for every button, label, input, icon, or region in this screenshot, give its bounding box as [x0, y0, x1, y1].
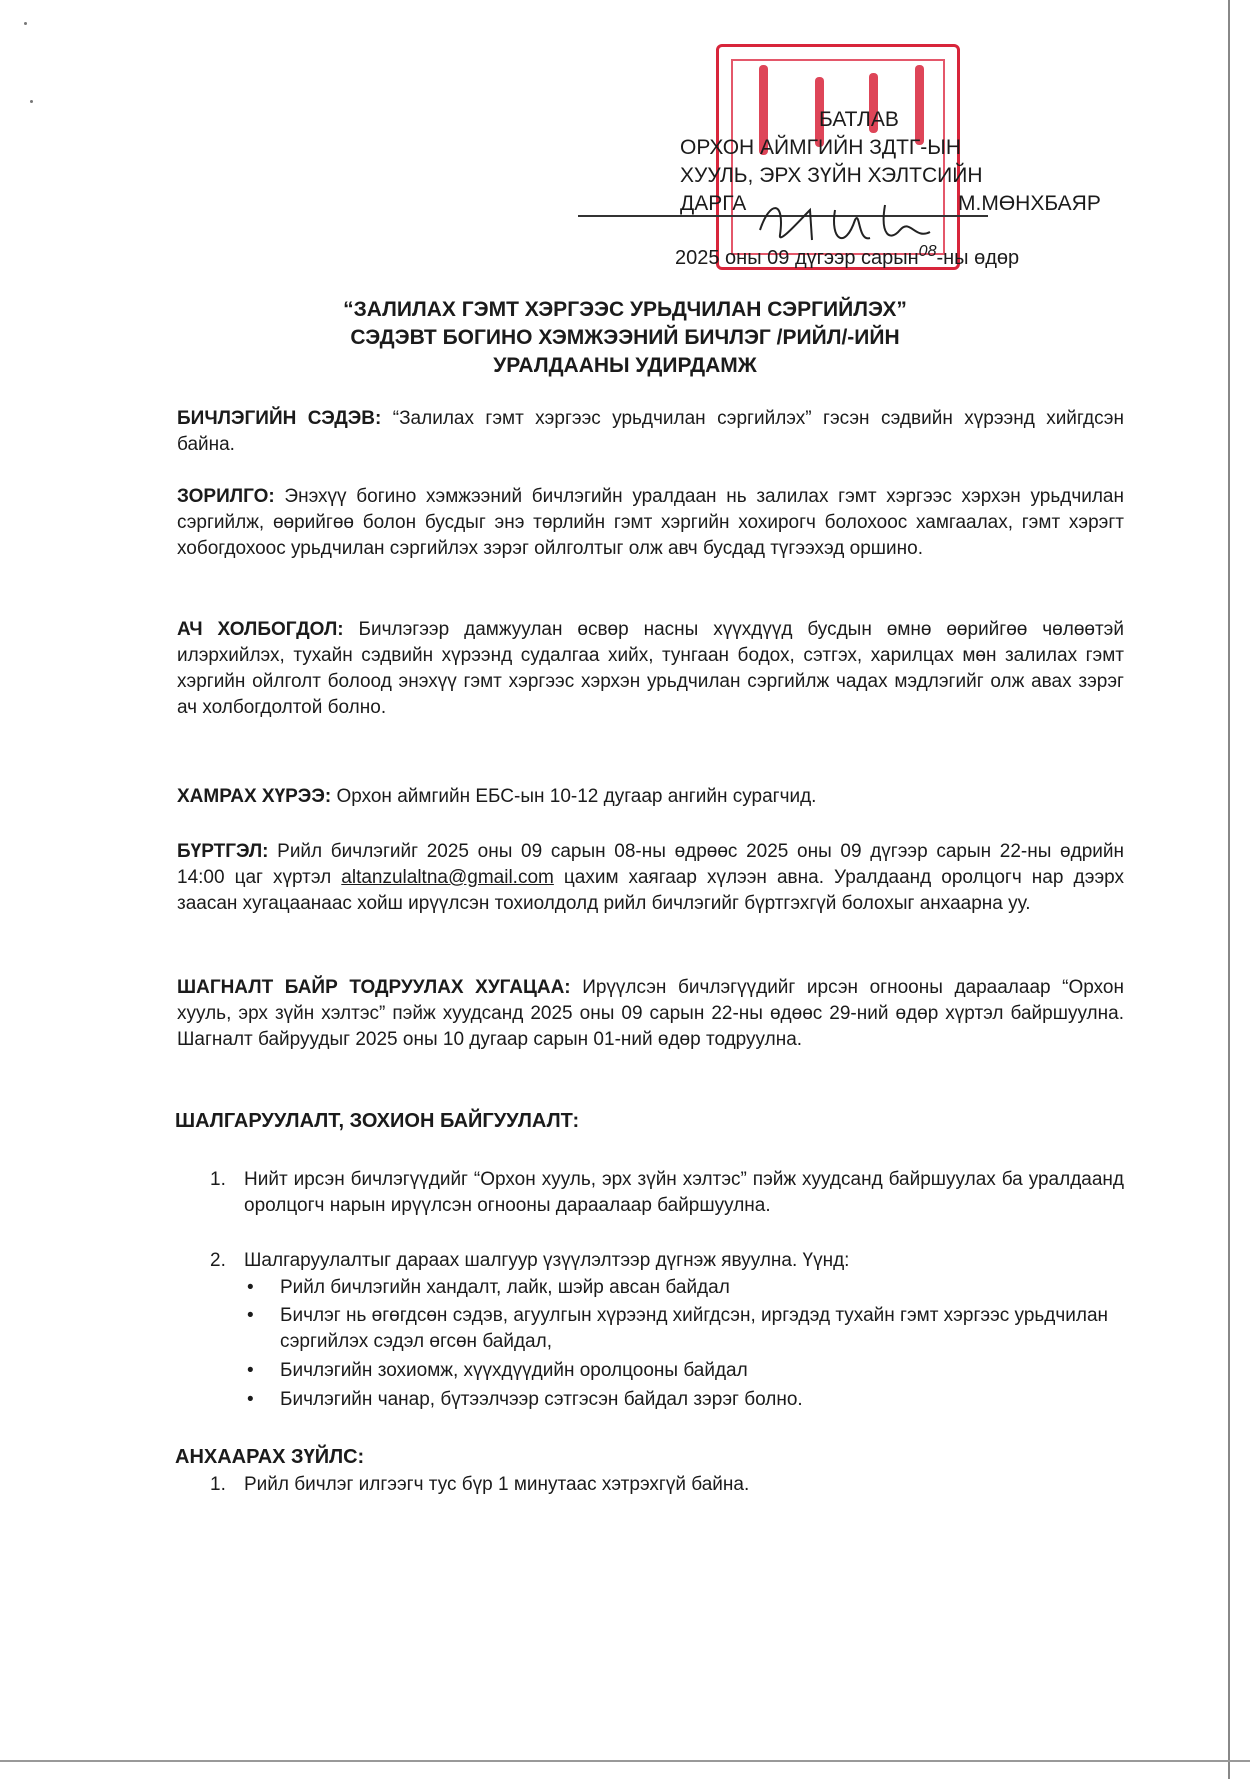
- section-award-timing-label: ШАГНАЛТ БАЙР ТОДРУУЛАХ ХУГАЦАА:: [177, 977, 571, 998]
- criteria-bullet: [247, 1303, 1124, 1355]
- approval-position: ДАРГА: [680, 192, 747, 215]
- criteria-bullet: [247, 1275, 1124, 1301]
- approval-date: [675, 244, 1019, 274]
- notes-heading: АНХААРАХ ЗҮЙЛС:: [175, 1446, 365, 1468]
- approval-title: БАТЛАВ: [819, 108, 899, 131]
- document-title-line-3: УРАЛДААНЫ УДИРДАМЖ: [493, 354, 757, 377]
- approval-date-suffix: -ны өдөр: [936, 247, 1020, 269]
- criteria-bullet-text: Бичлэгийн чанар, бүтээлчээр сэтгэсэн байдал зэрэг болно.: [280, 1389, 803, 1410]
- notes-item-text: Рийл бичлэг илгээгч тус бүр 1 минутаас хэтрэхгүй байна.: [244, 1474, 750, 1495]
- criteria-bullet: [247, 1358, 1124, 1384]
- section-scope-text: Орхон аймгийн ЕБС-ын 10-12 дугаар ангийн сурагчид.: [331, 786, 817, 807]
- bullet-dot: •: [247, 1305, 254, 1326]
- scan-speck: [24, 22, 27, 25]
- section-topic: [177, 406, 1124, 458]
- bullet-dot: •: [247, 1360, 254, 1381]
- criteria-bullet-text: Бичлэгийн зохиомж, хүүхдүүдийн оролцооны байдал: [280, 1360, 748, 1381]
- approval-name: М.МӨНХБАЯР: [958, 192, 1101, 215]
- seal-script-column: [915, 65, 924, 145]
- approval-department: ХУУЛЬ, ЭРХ ЗҮЙН ХЭЛТСИЙН: [680, 164, 983, 187]
- registration-email-link[interactable]: altanzulaltna@gmail.com: [341, 867, 554, 888]
- selection-item-number: 2.: [210, 1250, 226, 1271]
- section-scope: [177, 784, 1124, 810]
- section-registration-label: БҮРТГЭЛ:: [177, 841, 269, 862]
- document-title-line-2: СЭДЭВТ БОГИНО ХЭМЖЭЭНИЙ БИЧЛЭГ /РИЙЛ/-ИЙН: [350, 326, 900, 349]
- bullet-dot: •: [247, 1277, 254, 1298]
- scan-edge-line: [1228, 0, 1230, 1779]
- section-award-timing-text: Ирүүлсэн бичлэгүүдийг ирсэн огнооны дараалаар “Орхон хууль, эрх зүйн хэлтэс” пэйж хуудсанд 2025 оны 09 сарын 22-ны өдөөс 29-ний өдөр хүртэл байршуулна. Шагналт байруудыг 2025 оны 10 дугаар сарын 01-ний өдөр тодруулна.: [177, 977, 1124, 1050]
- section-significance: [177, 617, 1124, 721]
- selection-item: [210, 1167, 1124, 1219]
- section-goal-label: ЗОРИЛГО:: [177, 486, 275, 507]
- selection-item: [210, 1248, 1124, 1274]
- approval-org: ОРХОН АЙМГИЙН ЗДТГ-ЫН: [680, 136, 962, 159]
- scan-edge-line: [0, 1760, 1250, 1762]
- criteria-bullet-text: Рийл бичлэгийн хандалт, лайк, шэйр авсан байдал: [280, 1277, 730, 1298]
- selection-item-number: 1.: [210, 1169, 226, 1190]
- notes-item-number: 1.: [210, 1474, 226, 1495]
- section-registration-text-a: Рийл бичлэгийг 2025 оны 09 сарын 08-ны өдрөөс 2025 оны 09 дүгээр сарын 22-ны өдрийн 14:00 цаг хүртэл: [177, 841, 1124, 888]
- section-significance-text: Бичлэгээр дамжуулан өсвөр насны хүүхдүүд бусдын өмнө өөрийгөө чөлөөтэй илэрхийлэх, тухайн сэдвийн хүрээнд судалгаа хийх, тунгаан бодох, сэтгэх, харилцах мөн залилах гэмт хэргийн ойлголт болоод энэхүү гэмт хэргээс хэрхэн урьдчилан сэргийлж чадах мэдлэгийг олж авах зэрэг ач холбогдолтой болно.: [177, 619, 1124, 718]
- scan-speck: [30, 100, 33, 103]
- selection-item-text: Шалгаруулалтыг дараах шалгуур үзүүлэлтээр дүгнэж явуулна. Үүнд:: [244, 1250, 850, 1271]
- criteria-bullet: [247, 1387, 1124, 1413]
- section-award-timing: [177, 975, 1124, 1053]
- section-topic-label: БИЧЛЭГИЙН СЭДЭВ:: [177, 408, 382, 429]
- section-goal: [177, 484, 1124, 562]
- section-topic-text: “Залилах гэмт хэргээс урьдчилан сэргийлэх” гэсэн сэдвийн хүрээнд хийгдсэн байна.: [177, 408, 1124, 455]
- section-scope-label: ХАМРАХ ХҮРЭЭ:: [177, 786, 332, 807]
- criteria-bullet-text: Бичлэг нь өгөгдсөн сэдэв, агуулгын хүрээнд хийгдсэн, иргэдэд тухайн гэмт хэргээс урьдчилан сэргийлэх сэдэл өгсөн байдал,: [280, 1305, 1109, 1352]
- document-title-line-1: “ЗАЛИЛАХ ГЭМТ ХЭРГЭЭС УРЬДЧИЛАН СЭРГИЙЛЭХ”: [343, 298, 907, 321]
- selection-heading: ШАЛГАРУУЛАЛТ, ЗОХИОН БАЙГУУЛАЛТ:: [175, 1110, 580, 1132]
- bullet-dot: •: [247, 1389, 254, 1410]
- notes-item: [210, 1472, 1124, 1498]
- section-goal-text: Энэхүү богино хэмжээний бичлэгийн уралдаан нь залилах гэмт хэргээс хэрхэн урьдчилан сэргийлж, өөрийгөө болон бусдыг энэ төрлийн гэмт хэргийн хохирогч болохоос хамгаалах, гэмт хэрэгт хобогдохоос урьдчилан сэргийлэх зэрэг ойлголтыг олж авч бусдад түгээхэд оршино.: [177, 486, 1124, 559]
- section-registration-text-b: цахим хаягаар хүлээн авна. Уралдаанд оролцогч нар дээрх заасан хугацаанаас хойш ирүүлсэн тохиолдолд рийл бичлэгийг бүртгэхгүй болохыг анхаарна уу.: [177, 867, 1124, 914]
- section-significance-label: АЧ ХОЛБОГДОЛ:: [177, 619, 344, 640]
- selection-item-text: Нийт ирсэн бичлэгүүдийг “Орхон хууль, эрх зүйн хэлтэс” пэйж хуудсанд байршуулах ба уралдаанд оролцогч нарын ирүүлсэн огнооны дараалаар байршуулна.: [244, 1169, 1124, 1216]
- section-registration: [177, 839, 1124, 917]
- approval-date-handwritten: 08: [918, 243, 937, 260]
- approval-date-text: 2025 оны 09 дүгээр сарын: [675, 247, 919, 269]
